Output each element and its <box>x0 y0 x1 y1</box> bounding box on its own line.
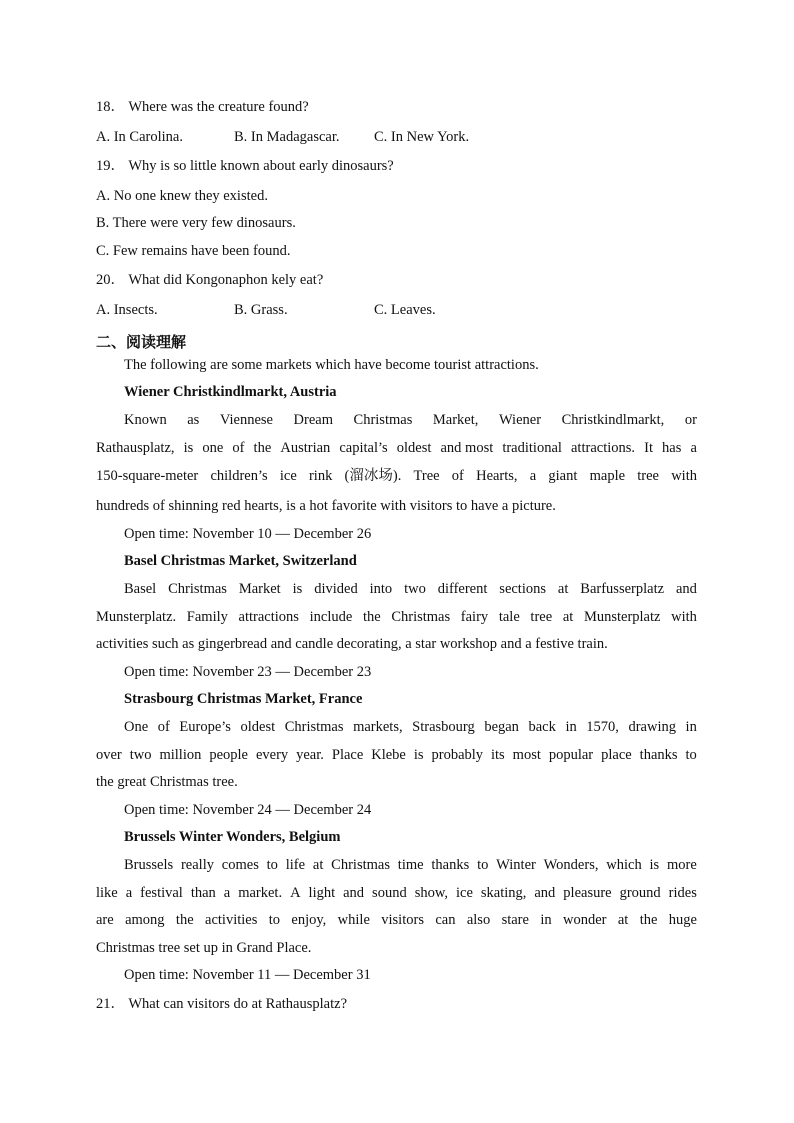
word: at <box>562 609 574 625</box>
word: people <box>209 747 248 763</box>
q20-option-c: C. Leaves. <box>374 302 436 318</box>
word: into <box>369 581 393 597</box>
word: Christmas <box>284 719 344 735</box>
word: really <box>180 857 214 873</box>
word: Munsterplatz <box>583 609 661 625</box>
word: Hearts, <box>476 468 518 484</box>
market2-line-2 <box>96 610 697 625</box>
word: Known <box>124 412 167 428</box>
market1-line-4: hundreds of shinning red hearts, is a hot favorite with visitors to have a picture. <box>96 498 556 514</box>
word: attractions. <box>571 440 636 456</box>
question-20-options <box>96 303 436 318</box>
word: time <box>397 857 424 873</box>
word: its <box>491 747 505 763</box>
word: Winter <box>496 857 536 873</box>
word: of <box>451 468 464 484</box>
word: traditional <box>502 440 562 456</box>
word: Market <box>238 581 281 597</box>
word: Strasbourg <box>412 719 475 735</box>
word: in <box>685 719 697 735</box>
word: with <box>671 468 697 484</box>
word: ice <box>455 885 473 901</box>
word: Christkindlmarkt, <box>561 412 665 428</box>
market4-line-4: Christmas tree set up in Grand Place. <box>96 940 312 956</box>
word: every <box>255 747 289 763</box>
word: Klebe <box>371 747 406 763</box>
market-title-strasbourg: Strasbourg Christmas Market, France <box>124 691 363 707</box>
word: to <box>268 912 281 928</box>
market4-line-2 <box>96 886 697 901</box>
word: can <box>435 912 456 928</box>
word: Basel <box>124 581 157 597</box>
word: life <box>285 857 306 873</box>
word: fairy <box>460 609 489 625</box>
word: Family <box>186 609 228 625</box>
word: the <box>362 609 381 625</box>
word: two <box>129 747 152 763</box>
q19-option-c: C. Few remains have been found. <box>96 243 291 259</box>
word: market. <box>238 885 283 901</box>
word: than <box>190 885 216 901</box>
word: to <box>685 747 697 763</box>
word: Munsterplatz. <box>96 609 177 625</box>
word: Wonders, <box>543 857 599 873</box>
word: Rathausplatz, <box>96 440 175 456</box>
word: Place <box>331 747 364 763</box>
word: to <box>266 857 278 873</box>
passage-intro: The following are some markets which have become tourist attractions. <box>124 357 539 373</box>
q19-option-b: B. There were very few dinosaurs. <box>96 215 296 231</box>
word: different <box>437 581 488 597</box>
word: Brussels <box>124 857 174 873</box>
word: wonder <box>562 912 607 928</box>
word: 1570, <box>586 719 619 735</box>
question-19-stem: 19． Why is so little known about early dinosaurs? <box>96 158 394 174</box>
question-21-stem: 21． What can visitors do at Rathausplatz? <box>96 996 348 1012</box>
q20-option-b: B. Grass. <box>234 302 288 318</box>
word: at <box>617 912 629 928</box>
word: tree <box>637 468 659 484</box>
market3-line-3: the great Christmas tree. <box>96 774 238 790</box>
word: at <box>312 857 324 873</box>
word: over <box>96 747 122 763</box>
word: Christmas <box>331 857 390 873</box>
word: while <box>337 912 370 928</box>
word: huge <box>668 912 697 928</box>
word: pleasure <box>563 885 612 901</box>
word: back <box>528 719 556 735</box>
word: comes <box>221 857 259 873</box>
q19-option-a: A. No one knew they existed. <box>96 188 268 204</box>
market2-line-3: activities such as gingerbread and candle decorating, a star workshop and a festive train. <box>96 636 608 652</box>
word: of <box>232 440 245 456</box>
word: probably <box>431 747 484 763</box>
question-18-stem: 18． Where was the creature found? <box>96 99 309 115</box>
market-title-brussels: Brussels Winter Wonders, Belgium <box>124 829 341 845</box>
market2-open-time: Open time: November 23 — December 23 <box>124 664 372 680</box>
word: in <box>565 719 577 735</box>
word: ice <box>279 468 297 484</box>
word: and <box>675 581 697 597</box>
word: sections <box>499 581 547 597</box>
q18-option-c: C. In New York. <box>374 129 470 145</box>
word: a <box>125 885 133 901</box>
word: It <box>644 440 653 456</box>
word: giant <box>548 468 578 484</box>
section-title: 二、阅读理解 <box>96 333 187 351</box>
question-20-stem: 20． What did Kongonaphon kely eat? <box>96 272 324 288</box>
word: the <box>639 912 658 928</box>
word: at <box>557 581 569 597</box>
word: Europe’s <box>179 719 231 735</box>
word: is <box>413 747 424 763</box>
word: Tree <box>413 468 440 484</box>
word: Christmas <box>391 609 451 625</box>
word: a <box>690 440 697 456</box>
word: skating, <box>480 885 527 901</box>
word: maple <box>589 468 626 484</box>
word: sound <box>372 885 407 901</box>
word: are <box>96 912 114 928</box>
word: Barfusserplatz <box>580 581 665 597</box>
market-title-basel: Basel Christmas Market, Switzerland <box>124 553 357 569</box>
word: began <box>484 719 519 735</box>
word: Market, <box>432 412 479 428</box>
market-title-wiener: Wiener Christkindlmarkt, Austria <box>124 384 337 400</box>
word: tale <box>498 609 520 625</box>
market3-line-2 <box>96 748 697 763</box>
word: of <box>157 719 170 735</box>
word: a <box>529 468 537 484</box>
market3-line-1 <box>124 720 697 735</box>
market4-line-1 <box>124 858 697 873</box>
word: visitors <box>381 912 424 928</box>
word: which <box>606 857 642 873</box>
word: festival <box>140 885 183 901</box>
word: Christmas <box>168 581 227 597</box>
word: as <box>187 412 200 428</box>
word: One <box>124 719 149 735</box>
word: children’s <box>210 468 268 484</box>
word: markets, <box>353 719 403 735</box>
word: the <box>175 912 194 928</box>
market1-line-3 <box>96 469 697 484</box>
word: 150-square-meter <box>96 468 199 484</box>
word: show, <box>414 885 448 901</box>
word: capital’s <box>339 440 388 456</box>
word: and <box>534 885 556 901</box>
q20-option-a: A. Insects. <box>96 302 158 318</box>
word: and <box>343 885 365 901</box>
word: Wiener <box>498 412 542 428</box>
word: thanks <box>431 857 470 873</box>
word: Christmas <box>353 412 413 428</box>
q18-option-b: B. In Madagascar. <box>234 129 340 145</box>
word: million <box>159 747 202 763</box>
word: tree <box>530 609 553 625</box>
word: include <box>309 609 353 625</box>
word: thanks <box>639 747 678 763</box>
market3-open-time: Open time: November 24 — December 24 <box>124 802 372 818</box>
word: popular <box>548 747 594 763</box>
market1-open-time: Open time: November 10 — December 26 <box>124 526 372 542</box>
word: a <box>223 885 231 901</box>
market4-line-3 <box>96 913 697 928</box>
word: rides <box>668 885 697 901</box>
word: ground <box>619 885 661 901</box>
word: more <box>667 857 697 873</box>
market1-line-2 <box>96 441 697 456</box>
word: attractions <box>238 609 299 625</box>
word: among <box>125 912 165 928</box>
word: A <box>290 885 301 901</box>
word: light <box>308 885 336 901</box>
question-18-options <box>96 130 469 145</box>
word: oldest <box>396 440 432 456</box>
word: year. <box>296 747 324 763</box>
word: to <box>477 857 489 873</box>
word: has <box>662 440 682 456</box>
word: enjoy, <box>291 912 327 928</box>
word: the <box>253 440 272 456</box>
word: stare <box>501 912 529 928</box>
word: or <box>684 412 697 428</box>
word: in <box>540 912 552 928</box>
market1-line-1 <box>124 413 697 428</box>
word: (溜冰场). <box>344 468 402 484</box>
market4-open-time: Open time: November 11 — December 31 <box>124 967 371 983</box>
word: is <box>292 581 303 597</box>
q18-option-a: A. In Carolina. <box>96 129 183 145</box>
word: two <box>404 581 426 597</box>
word: oldest <box>240 719 276 735</box>
word: and most <box>440 440 494 456</box>
word: drawing <box>628 719 676 735</box>
word: also <box>466 912 491 928</box>
market2-line-1 <box>124 582 697 597</box>
word: is <box>183 440 194 456</box>
word: with <box>671 609 697 625</box>
word: activities <box>205 912 258 928</box>
word: divided <box>314 581 358 597</box>
word: one <box>202 440 224 456</box>
word: most <box>512 747 541 763</box>
word: Viennese <box>219 412 273 428</box>
word: is <box>649 857 660 873</box>
word: Dream <box>293 412 333 428</box>
word: like <box>96 885 118 901</box>
word: rink <box>308 468 333 484</box>
word: place <box>601 747 632 763</box>
word: Austrian <box>280 440 331 456</box>
